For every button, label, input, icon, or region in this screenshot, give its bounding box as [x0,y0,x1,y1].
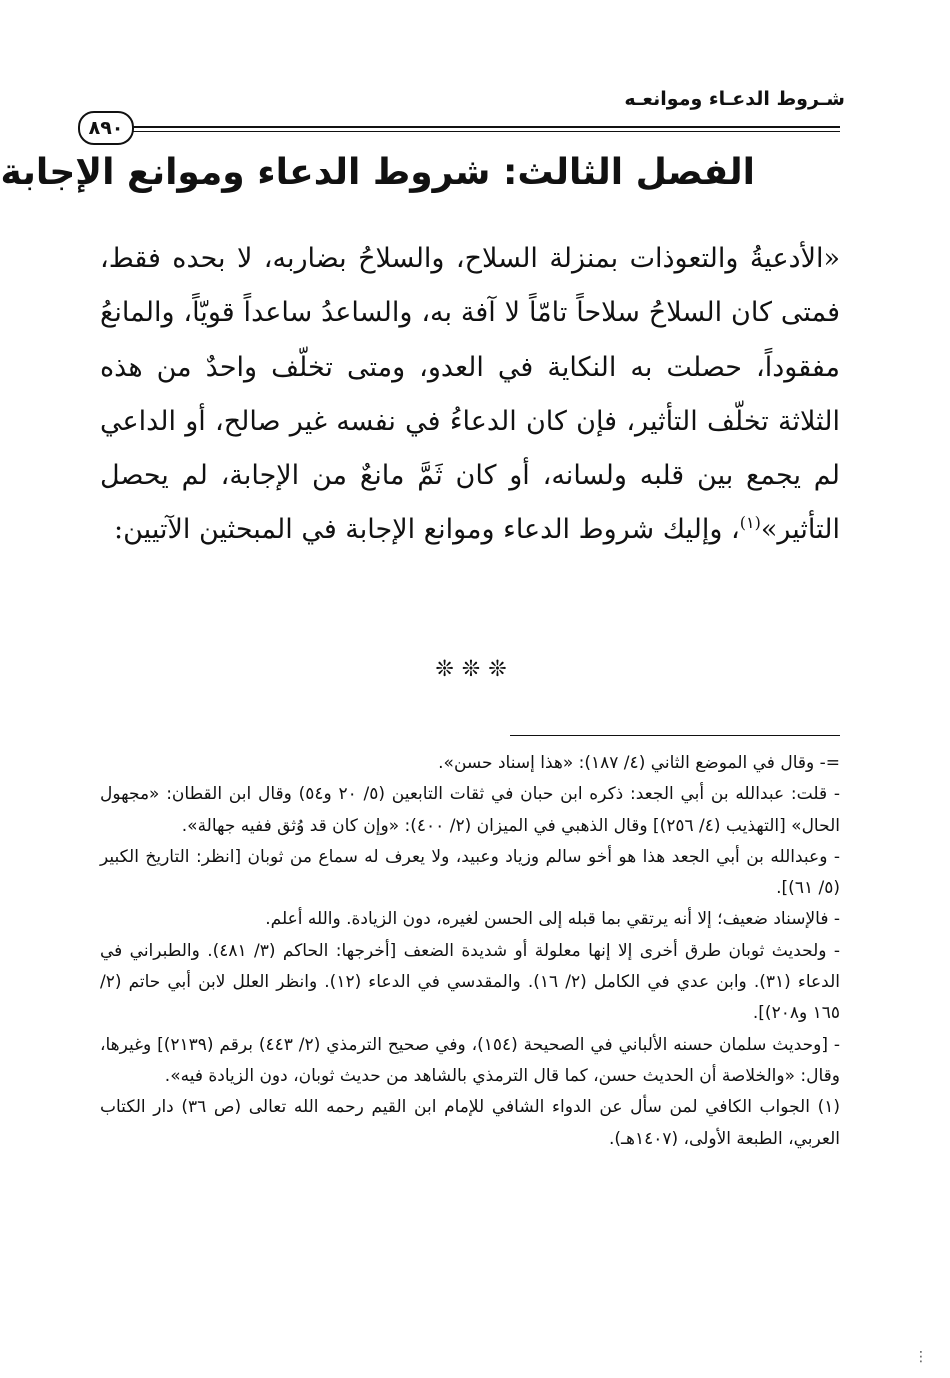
footnote-line: - ولحديث ثوبان طرق أخرى إلا إنها معلولة أو شديدة الضعف [أخرجها: الحاكم (٣/ ٤٨١). والطبراني في الدعاء (٣١). وابن عدي في الكامل (٢/ ١٦). والمقدسي في الدعاء (١٢). وانظر العلل لابن أبي حاتم (٢/ ١٦٥ و٢٠٨)]. [100,940,841,1024]
section-separator: ❊❊❊ [435,657,515,682]
chapter-title: الفصل الثالث: شروط الدعاء وموانع الإجابة [0,152,755,193]
footnote-line: - قلت: عبدالله بن أبي الجعد: ذكره ابن حبان في ثقات التابعين (٥/ ٢٠ و٥٤) وقال ابن القطان: «مجهول الحال» [التهذيب (٤/ ٢٥٦)] وقال الذهبي في الميزان (٢/ ٤٠٠): «وإن كان قد وُثق ففيه جهالة». [100,784,840,836]
header-rule [126,126,840,132]
footnote-1: (١) الجواب الكافي لمن سأل عن الدواء الشافي للإمام ابن القيم رحمه الله تعالى (ص ٣٦) دار الكتاب العربي، الطبعة الأولى، (١٤٠٧هـ). [100,1097,840,1149]
main-paragraph [100,232,840,558]
footnote-reference[interactable]: (١) [739,513,761,533]
footnotes [100,748,840,1155]
footnote-rule [510,735,840,736]
running-header: شـروط الدعـاء وموانعـه [624,88,845,110]
quotation-text: «الأدعيةُ والتعوذات بمنزلة السلاح، والسلاحُ بضاربه، لا بحده فقط، فمتى كان السلاحُ سلاحاً تامّاً لا آفة به، والساعدُ ساعداً قويّاً، والمانعُ مفقوداً، حصلت به النكاية في العدو، ومتى تخلّف واحدٌ من هذه الثلاثة تخلّف التأثير، فإن كان الدعاءُ في نفسه غير صالح، أو الداعي لم يجمع بين قلبه ولسانه، أو كان ثَمَّ مانعٌ من الإجابة، لم يحصل التأثير» [100,243,840,546]
footnote-line: - [وحديث سلمان حسنه الألباني في الصحيحة (١٥٤)، وفي صحيح الترمذي (٢/ ٤٤٣) برقم (٢١٣٩)] وغيرها، وقال: «والخلاصة أن الحديث حسن، كما قال الترمذي بالشاهد من حديث ثوبان، دون الزيادة فيه». [100,1034,841,1086]
footnote-line: - فالإسناد ضعيف؛ إلا أنه يرتقي بما قبله إلى الحسن لغيره، دون الزيادة. والله أعلم. [265,909,840,930]
paragraph-tail: ، وإليك شروط الدعاء وموانع الإجابة في المبحثين الآتيين: [114,514,740,546]
footnote-line: - وعبدالله بن أبي الجعد هذا هو أخو سالم وزياد وعبيد، ولا يعرف له سماع من ثوبان [انظر: التاريخ الكبير (٥/ ٦١)]. [100,846,840,899]
page-number: ٨٩٠ [78,111,134,145]
scan-artifact: ⋮ [914,1349,928,1365]
footnote-line: =- وقال في الموضع الثاني (٤/ ١٨٧): «هذا إسناد حسن». [438,753,840,773]
